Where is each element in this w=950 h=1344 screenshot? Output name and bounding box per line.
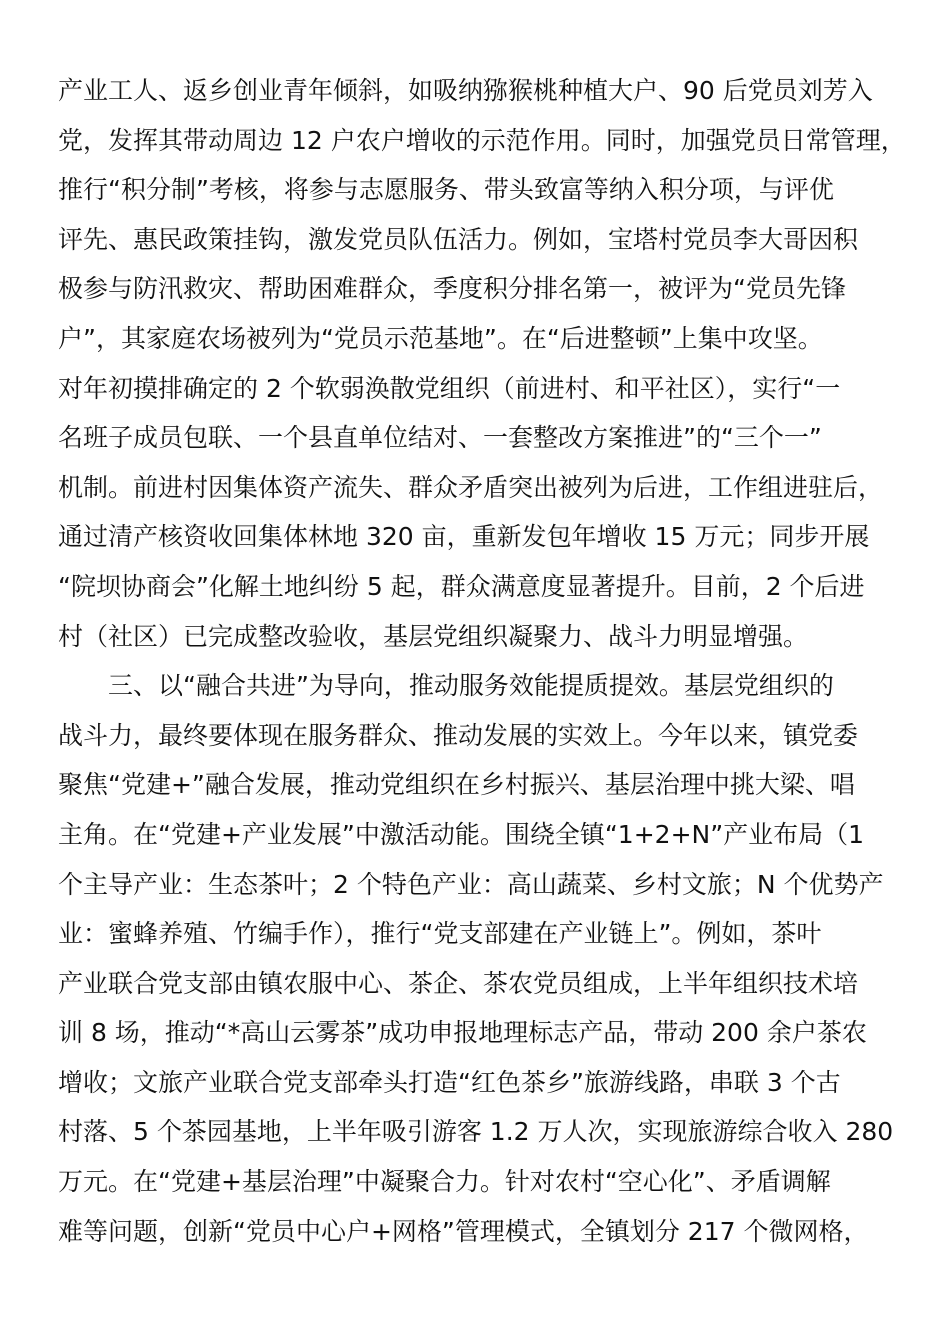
text-line: 万元。在“党建+基层治理”中凝聚合力。针对农村“空心化”、矛盾调解 [58, 1167, 831, 1197]
text-line: 个主导产业：生态茶叶；2 个特色产业：高山蔬菜、乡村文旅；N 个优势产 [58, 869, 884, 899]
section-heading-line: 三、以“融合共进”为导向，推动服务效能提质提效。基层党组织的 [108, 671, 834, 701]
text-line: 产业联合党支部由镇农服中心、茶企、茶农党员组成，上半年组织技术培 [58, 968, 859, 998]
text-line: 训 8 场，推动“*高山云雾茶”成功申报地理标志产品，带动 200 余户茶农 [58, 1018, 867, 1048]
text-line: 主角。在“党建+产业发展”中激活动能。围绕全镇“1+2+N”产业布局（1 [58, 819, 865, 849]
text-line: 极参与防汛救灾、帮助困难群众，季度积分排名第一，被评为“党员先锋 [58, 274, 846, 304]
text-line: “院坝协商会”化解土地纠纷 5 起，群众满意度显著提升。目前，2 个后进 [58, 571, 865, 601]
text-line: 名班子成员包联、一个县直单位结对、一套整改方案推进”的“三个一” [58, 423, 822, 453]
text-line: 产业工人、返乡创业青年倾斜，如吸纳猕猴桃种植大户、90 后党员刘芳入 [58, 76, 873, 105]
text-line: 通过清产核资收回集体林地 320 亩，重新发包年增收 15 万元；同步开展 [58, 522, 870, 552]
text-line: 业：蜜蜂养殖、竹编手作），推行“党支部建在产业链上”。例如，茶叶 [58, 919, 822, 949]
text-line: 推行“积分制”考核，将参与志愿服务、带头致富等纳入积分项，与评优 [58, 175, 834, 205]
text-line: 评先、惠民政策挂钩，激发党员队伍活力。例如，宝塔村党员李大哥因积 [58, 224, 859, 254]
text-line: 村（社区）已完成整改验收，基层党组织凝聚力、战斗力明显增强。 [58, 621, 809, 651]
text-line: 聚焦“党建+”融合发展，推动党组织在乡村振兴、基层治理中挑大梁、唱 [58, 770, 855, 800]
text-line: 难等问题，创新“党员中心户+网格”管理模式，全镇划分 217 个微网格， [58, 1216, 869, 1246]
text-line: 村落、5 个茶园基地，上半年吸引游客 1.2 万人次，实现旅游综合收入 280 [58, 1117, 894, 1147]
text-line: 对年初摸排确定的 2 个软弱涣散党组织（前进村、和平社区），实行“一 [58, 373, 841, 403]
text-line: 党，发挥其带动周边 12 户农户增收的示范作用。同时，加强党员日常管理， [58, 125, 906, 155]
text-line: 户”，其家庭农场被列为“党员示范基地”。在“后进整顿”上集中攻坚。 [58, 323, 823, 353]
body-text [58, 66, 908, 1256]
text-line: 战斗力，最终要体现在服务群众、推动发展的实效上。今年以来，镇党委 [58, 720, 859, 750]
text-line: 机制。前进村因集体资产流失、群众矛盾突出被列为后进，工作组进驻后， [58, 472, 884, 502]
text-line: 增收；文旅产业联合党支部牵头打造“红色茶乡”旅游线路，串联 3 个古 [58, 1067, 841, 1097]
